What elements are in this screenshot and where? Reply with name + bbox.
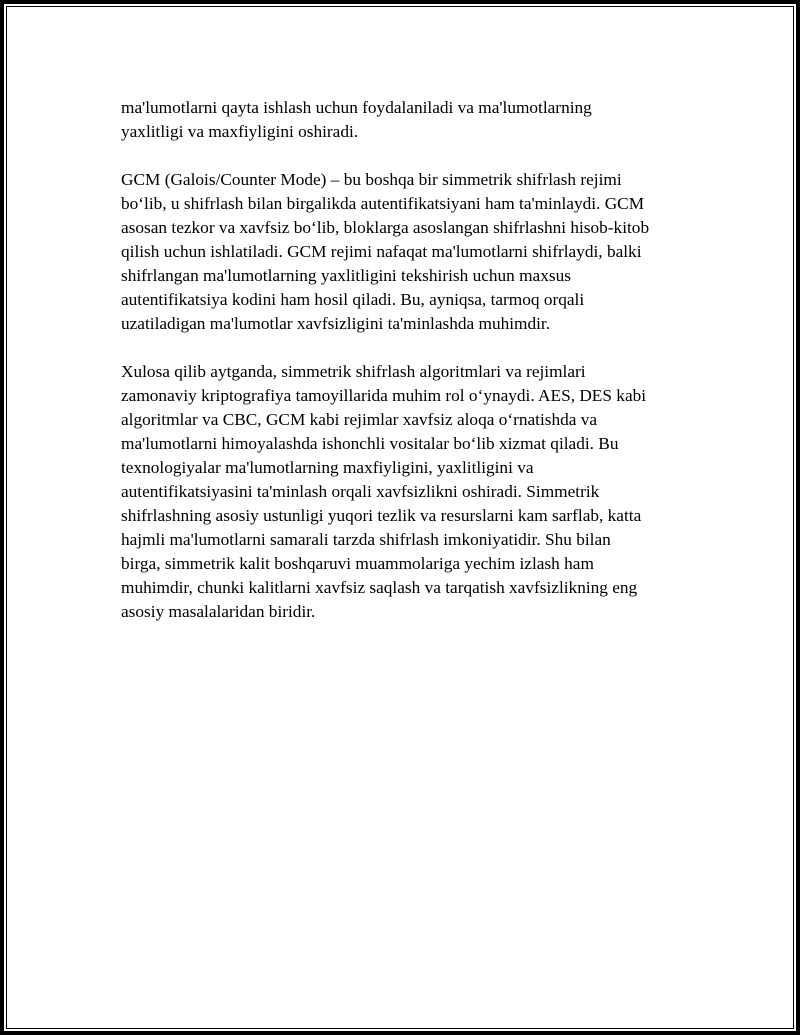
paragraph-gcm: GCM (Galois/Counter Mode) – bu boshqa bir simmetrik shifrlash rejimi bo‘lib, u shifrlash bilan birgalikda autentifikatsiyani ham ta'minlaydi. GCM asosan tezkor va xavfsiz bo‘lib, bloklarga asoslangan shifrlashni hisob-kitob qilish uchun ishlatiladi. GCM rejimi nafaqat ma'lumotlarni shifrlaydi, balki shifrlangan ma'lumotlarning yaxlitligini tekshirish uchun maxsus autentifikatsiya kodini ham hosil qiladi. Bu, ayniqsa, tarmoq orqali uzatiladigan ma'lumotlar xavfsizligini ta'minlashda muhimdir. (121, 170, 650, 333)
paragraph-conclusion: Xulosa qilib aytganda, simmetrik shifrlash algoritmlari va rejimlari zamonaviy kriptografiya tamoyillarida muhim rol o‘ynaydi. AES, DES kabi algoritmlar va CBC, GCM kabi rejimlar xavfsiz aloqa o‘rnatishda va ma'lumotlarni himoyalashda ishonchli vositalar bo‘lib xizmat qiladi. Bu texnologiyalar ma'lumotlarning maxfiyligini, yaxlitligini va autentifikatsiyasini ta'minlash orqali xavfsizlikni oshiradi. Simmetrik shifrlashning asosiy ustunligi yuqori tezlik va resurslarni kam sarflab, katta hajmli ma'lumotlarni samarali tarzda shifrlash imkoniyatidir. Shu bilan birga, simmetrik kalit boshqaruvi muammolariga yechim izlash ham muhimdir, chunki kalitlarni xavfsiz saqlash va tarqatish xavfsizlikning eng asosiy masalalaridan biridir. (121, 362, 647, 621)
paragraph-continuation: ma'lumotlarni qayta ishlash uchun foydalaniladi va ma'lumotlarning yaxlitligi va maxfiyligini oshiradi. (121, 98, 592, 141)
page-body (121, 96, 693, 648)
